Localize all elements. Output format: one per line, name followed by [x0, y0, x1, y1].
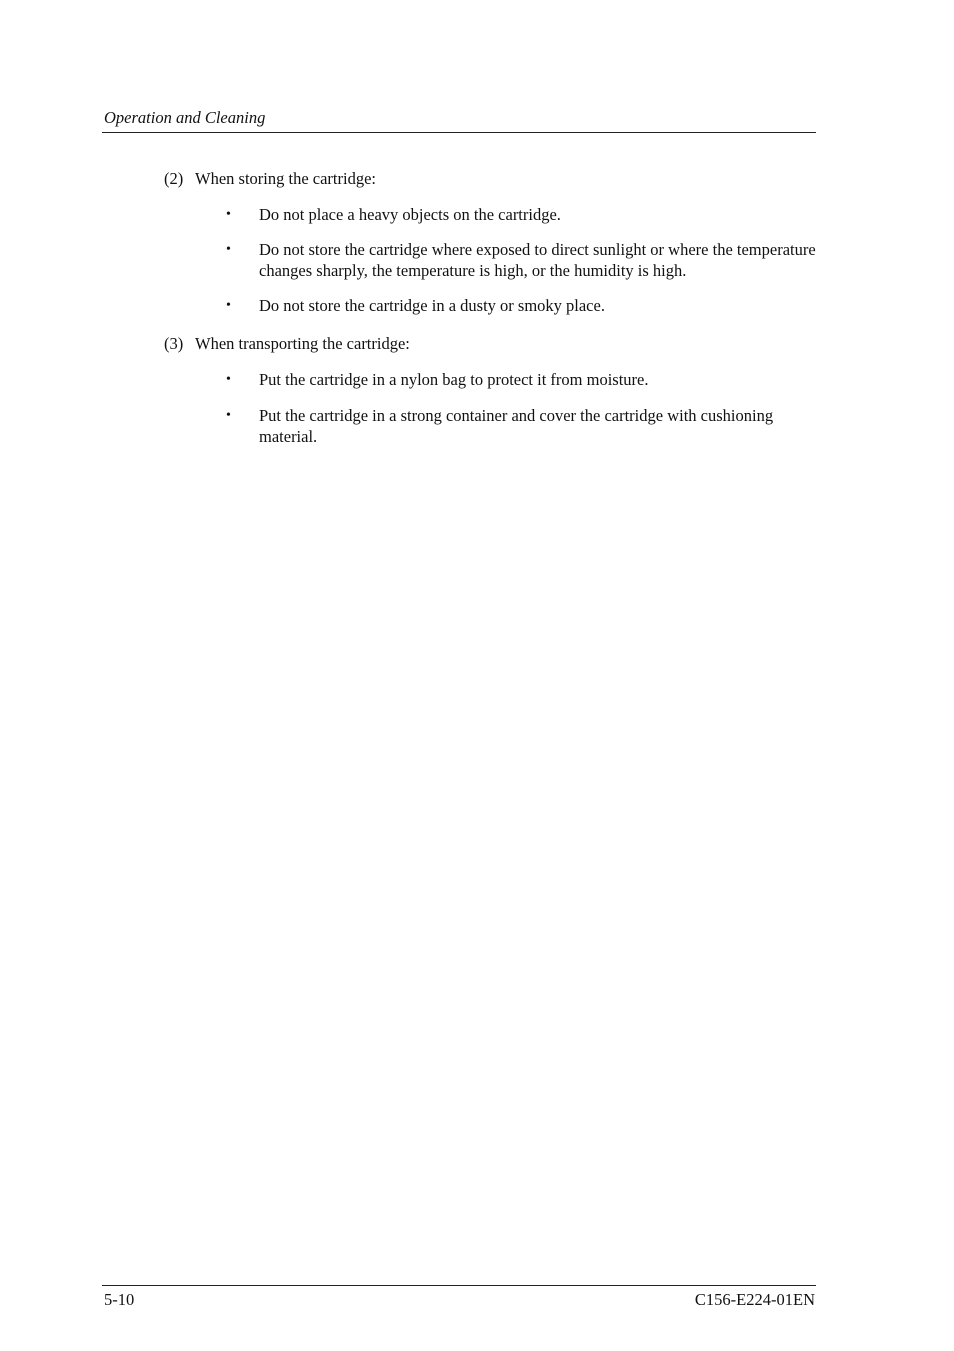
- section-heading-text: When transporting the cartridge:: [195, 334, 410, 353]
- bullet-icon: •: [226, 298, 231, 313]
- section-heading-text: When storing the cartridge:: [195, 169, 376, 188]
- bullet-icon: •: [226, 408, 231, 423]
- list-item-text: Put the cartridge in a strong container and cover the cartridge with cushioning material.: [259, 406, 774, 446]
- list-item-text: Do not place a heavy objects on the cartridge.: [259, 205, 561, 224]
- section-number: (3): [164, 334, 184, 353]
- bullet-icon: •: [226, 372, 231, 387]
- section-heading-storing: [164, 169, 376, 189]
- section-heading-transporting: [164, 334, 410, 354]
- page-number: 5-10: [104, 1290, 135, 1309]
- header-rule: [102, 132, 816, 133]
- bullet-icon: •: [226, 242, 231, 257]
- list-item-text: Do not store the cartridge where exposed to direct sunlight or where the temperature changes sharply, the temperature is high, or the humidity is high.: [259, 240, 816, 280]
- list-item-text: Do not store the cartridge in a dusty or smoky place.: [259, 296, 605, 315]
- running-title: Operation and Cleaning: [104, 108, 266, 127]
- bullet-icon: •: [226, 207, 231, 222]
- list-item-text: Put the cartridge in a nylon bag to protect it from moisture.: [259, 370, 649, 389]
- footer-rule: [102, 1285, 816, 1286]
- section-number: (2): [164, 169, 184, 188]
- document-code: C156-E224-01EN: [694, 1290, 815, 1309]
